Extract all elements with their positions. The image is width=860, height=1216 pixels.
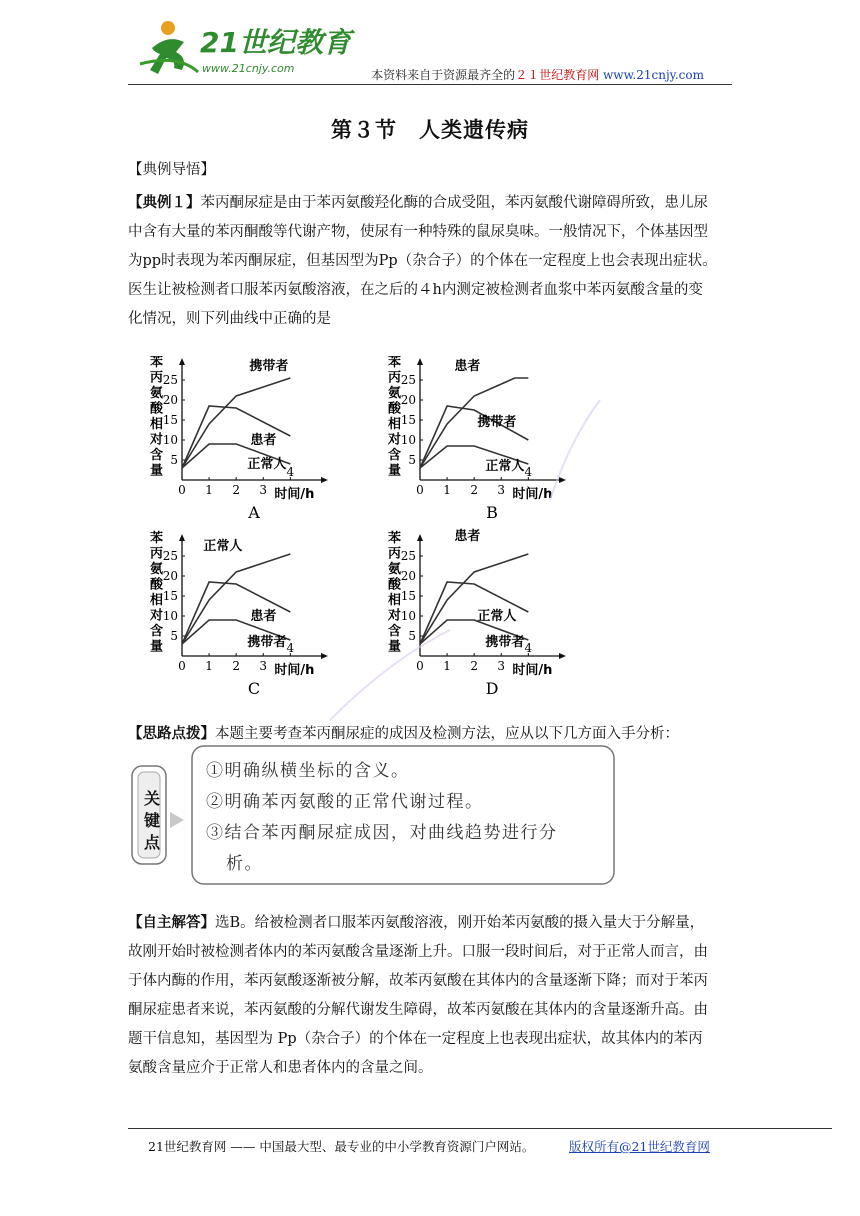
answer-line: 于体内酶的作用，苯丙氨酸逐渐被分解，故苯丙氨酸在其体内的含量逐渐下降；而对于苯丙 <box>128 973 708 989</box>
x-tick-label: 4 <box>524 641 533 655</box>
example-line-text: 苯丙酮尿症是由于苯丙氨酸羟化酶的合成受阻，苯丙氨酸代谢障碍所致，患儿尿 <box>200 195 708 211</box>
answer-line <box>128 908 732 938</box>
page-header <box>128 18 732 84</box>
x-tick-label: 2 <box>470 483 478 497</box>
line-chart-A <box>149 356 328 522</box>
header-note <box>371 66 704 83</box>
y-axis-arrow <box>179 358 185 365</box>
key-point-item: ③结合苯丙酮尿症成因，对曲线趋势进行分 <box>206 823 558 843</box>
logo-url: www.21cnjy.com <box>202 62 295 75</box>
y-axis-label: 苯丙氨酸相对含量 <box>150 356 164 479</box>
header-note-prefix: 本资料来自于资源最齐全的 <box>371 68 516 82</box>
y-tick-label: 15 <box>162 589 178 603</box>
example-line: 为pp时表现为苯丙酮尿症，但基因型为Pp（杂合子）的个体在一定程度上也会表现出症状。 <box>128 253 717 269</box>
key-points-tag <box>142 788 162 854</box>
x-tick-label: 1 <box>443 483 451 497</box>
header-note-url[interactable]: www.21cnjy.com <box>603 68 704 82</box>
x-tick-label: 0 <box>416 659 424 673</box>
option-label: B <box>486 503 498 522</box>
x-axis-label: 时间/h <box>512 663 553 678</box>
example-line: 中含有大量的苯丙酮酸等代谢产物，使尿有一种特殊的鼠尿臭味。一般情况下，个体基因型 <box>128 224 708 240</box>
y-tick-label: 5 <box>408 453 416 467</box>
x-tick-label: 0 <box>178 659 186 673</box>
line-chart-C <box>149 530 328 696</box>
key-point-item: 析。 <box>226 854 263 874</box>
x-tick-label: 0 <box>416 483 424 497</box>
x-tick-label: 2 <box>232 659 240 673</box>
x-tick-label: 1 <box>205 659 213 673</box>
key-points-box <box>128 740 618 890</box>
x-tick-label: 4 <box>524 465 533 479</box>
y-tick-label: 5 <box>408 629 416 643</box>
y-tick-label: 25 <box>400 373 416 387</box>
option-label: D <box>485 679 499 696</box>
answer-label: 【自主解答】 <box>128 914 215 931</box>
y-axis-arrow <box>417 534 423 541</box>
y-tick-label: 10 <box>400 433 416 447</box>
y-tick-label: 20 <box>400 569 416 583</box>
y-tick-label: 15 <box>162 413 178 427</box>
header-note-site[interactable]: ２１世纪教育网 <box>515 68 600 82</box>
logo-text: 21世纪教育 <box>200 26 351 59</box>
option-label: A <box>248 503 260 522</box>
example-line <box>128 188 732 218</box>
header-divider <box>128 84 732 85</box>
answer-line: 氨酸含量应介于正常人和患者体内的含量之间。 <box>128 1060 433 1076</box>
x-tick-label: 0 <box>178 483 186 497</box>
series-label: 患者 <box>454 529 481 544</box>
runner-icon <box>140 21 198 74</box>
x-axis-label: 时间/h <box>512 487 553 502</box>
series-label: 携带者 <box>247 635 287 650</box>
key-tag-char: 点 <box>143 833 160 852</box>
series-label: 患者 <box>454 359 481 374</box>
key-point-item: ①明确纵横坐标的含义。 <box>206 761 410 781</box>
page-title: 第３节 人类遗传病 <box>331 118 529 142</box>
key-tag-char: 键 <box>143 811 160 830</box>
x-tick-label: 4 <box>286 465 295 479</box>
y-axis-arrow <box>179 534 185 541</box>
answer-line: 酮尿症患者来说，苯丙氨酸的分解代谢发生障碍，故苯丙氨酸在其体内的含量逐渐升高。由 <box>128 1002 708 1018</box>
arrow-right-icon <box>170 812 184 828</box>
y-axis-label: 苯丙氨酸相对含量 <box>388 356 402 479</box>
y-tick-label: 5 <box>170 629 178 643</box>
site-logo <box>138 18 358 80</box>
y-axis-label: 苯丙氨酸相对含量 <box>150 531 164 655</box>
footer-divider <box>128 1128 832 1129</box>
x-tick-label: 3 <box>259 483 268 497</box>
example-line: 化情况，则下列曲线中正确的是 <box>128 311 331 327</box>
answer-line: 题干信息知，基因型为 Pp（杂合子）的个体在一定程度上也表现出症状，故其体内的苯丙 <box>128 1031 703 1047</box>
y-tick-label: 25 <box>400 549 416 563</box>
key-points-list <box>206 756 606 880</box>
example-line: 医生让被检测者口服苯丙氨酸溶液，在之后的４h内测定被检测者血浆中苯丙氨酸含量的变 <box>128 282 703 298</box>
y-axis-arrow <box>417 358 423 365</box>
example-paragraph <box>128 188 732 334</box>
series-label: 携带者 <box>249 359 289 374</box>
chart-grid <box>140 356 610 696</box>
key-tag-char: 关 <box>143 789 160 808</box>
answer-line-text: 选B。给被检测者口服苯丙氨酸溶液，刚开始苯丙氨酸的摄入量大于分解量， <box>215 915 705 931</box>
y-tick-label: 5 <box>170 453 178 467</box>
footer-text: 21世纪教育网 —— 中国最大型、最专业的中小学教育资源门户网站。 <box>148 1139 535 1154</box>
x-axis-arrow <box>559 477 566 483</box>
x-axis-label: 时间/h <box>274 663 315 678</box>
x-axis-arrow <box>559 653 566 659</box>
y-tick-label: 20 <box>162 393 178 407</box>
y-tick-label: 15 <box>400 413 416 427</box>
x-axis-arrow <box>321 477 328 483</box>
series-label: 患者 <box>250 433 277 448</box>
x-tick-label: 1 <box>443 659 451 673</box>
hint-label: 【思路点拨】 <box>128 725 215 742</box>
series-label: 携带者 <box>477 415 517 430</box>
y-axis-label: 苯丙氨酸相对含量 <box>388 531 402 655</box>
series-label: 携带者 <box>485 635 525 650</box>
y-tick-label: 20 <box>162 569 178 583</box>
y-tick-label: 25 <box>162 373 178 387</box>
x-tick-label: 3 <box>497 483 506 497</box>
answer-paragraph <box>128 908 732 1083</box>
y-tick-label: 15 <box>400 589 416 603</box>
x-tick-label: 3 <box>259 659 268 673</box>
x-axis-label: 时间/h <box>274 487 315 502</box>
x-tick-label: 3 <box>497 659 506 673</box>
series-label: 正常人 <box>477 609 517 624</box>
x-tick-label: 1 <box>205 483 213 497</box>
answer-line: 故刚开始时被检测者体内的苯丙氨酸含量逐渐上升。口服一段时间后，对于正常人而言，由 <box>128 944 708 960</box>
key-point-item: ②明确苯丙氨酸的正常代谢过程。 <box>206 792 484 812</box>
y-tick-label: 20 <box>400 393 416 407</box>
line-chart-B <box>387 356 566 522</box>
footer-copyright-link[interactable]: 版权所有@21世纪教育网 <box>569 1139 710 1154</box>
example-label: 【典例１】 <box>128 194 201 211</box>
y-tick-label: 10 <box>162 433 178 447</box>
x-axis-arrow <box>321 653 328 659</box>
y-tick-label: 10 <box>162 609 178 623</box>
option-label: C <box>247 679 261 696</box>
y-tick-label: 10 <box>400 609 416 623</box>
series-label: 患者 <box>250 609 277 624</box>
hint-text: 本题主要考查苯丙酮尿症的成因及检测方法，应从以下几方面入手分析： <box>215 726 679 742</box>
x-tick-label: 2 <box>470 659 478 673</box>
section-label-example: 【典例导悟】 <box>128 162 215 178</box>
series-label: 正常人 <box>203 539 243 554</box>
line-chart-D <box>387 528 566 696</box>
series-label: 正常人 <box>247 457 287 472</box>
y-tick-label: 25 <box>162 549 178 563</box>
x-tick-label: 4 <box>286 641 295 655</box>
series-label: 正常人 <box>485 459 525 474</box>
x-tick-label: 2 <box>232 483 240 497</box>
